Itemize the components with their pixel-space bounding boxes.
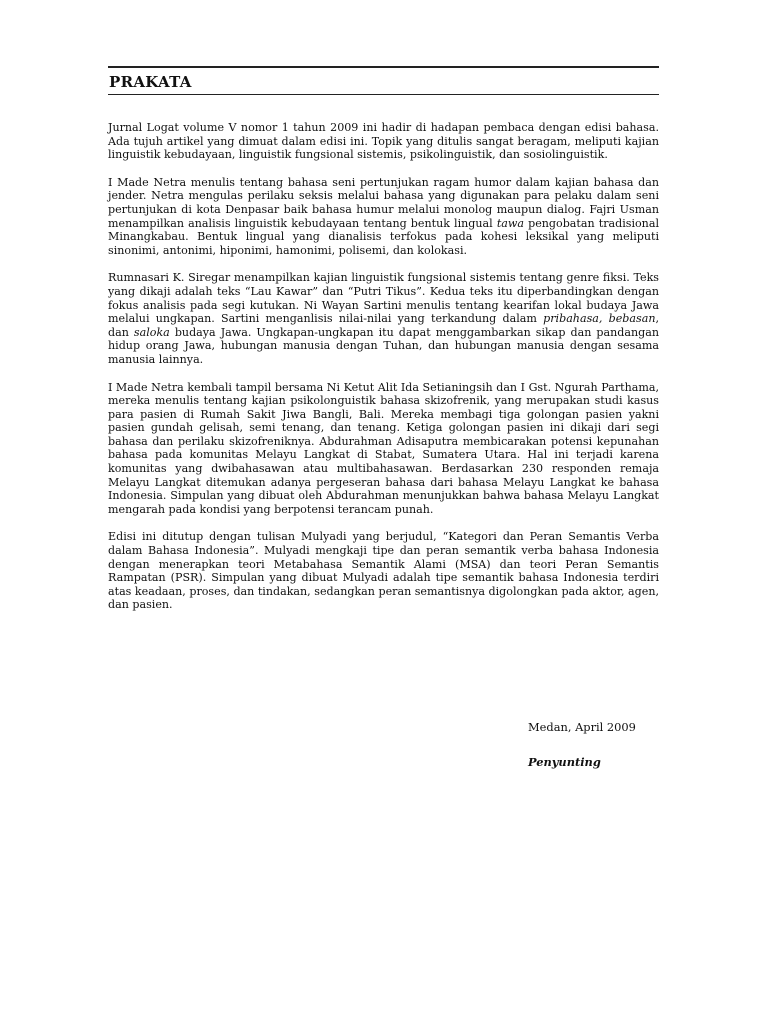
- document-body: [108, 121, 659, 612]
- paragraph-text: budaya Jawa. Ungkapan-ungkapan itu dapat menggambarkan sikap dan pandangan hidup orang Jawa, hubungan manusia dengan Tuhan, dan hubungan manusia dengan sesama manusia lainnya.: [108, 325, 659, 366]
- paragraph-text: pengobatan tradisional Minangkabau. Bentuk lingual yang dianalisis terfokus pada kohesi leksikal yang meliputi sinonimi, antonimi, hiponimi, hamonimi, polisemi, dan kolokasi.: [108, 216, 659, 257]
- paragraph-netra-usman: [108, 176, 659, 258]
- paragraph-intro: Jurnal Logat volume V nomor 1 tahun 2009 ini hadir di hadapan pembaca dengan edisi bahasa. Ada tujuh artikel yang dimuat dalam edisi ini. Topik yang ditulis sangat beragam, meliputi kajian linguistik kebudayaan, linguistik fungsional sistemis, psikolinguistik, dan sosiolinguistik.: [108, 121, 659, 162]
- heading-rule-box: [108, 66, 659, 95]
- paragraph-text: , dan: [108, 312, 659, 339]
- page-title: PRAKATA: [109, 73, 192, 91]
- document-page: [108, 66, 659, 612]
- paragraph-mulyadi: Edisi ini ditutup dengan tulisan Mulyadi yang berjudul, “Kategori dan Peran Semantis Verba dalam Bahasa Indonesia”. Mulyadi mengkaji tipe dan peran semantik verba bahasa Indonesia dengan menerapkan teori Metabahasa Semantik Alami (MSA) dan teori Peran Semantis Rampatan (PSR). Simpulan yang dibuat Mulyadi adalah tipe semantik bahasa Indonesia terdiri atas keadaan, proses, dan tindakan, sedangkan peran semantisnya digolongkan pada aktor, agen, dan pasien.: [108, 530, 659, 612]
- italic-term: saloka: [133, 325, 170, 339]
- italic-term: tawa: [496, 216, 524, 230]
- paragraph-text: Rumnasari K. Siregar menampilkan kajian linguistik fungsional sistemis tentang genre fiksi. Teks yang dikaji adalah teks “Lau Kawar” dan “Putri Tikus”. Kedua teks itu diperbandingkan dengan fokus analisis pada segi kutukan. Ni Wayan Sartini menulis tentang kearifan lokal budaya Jawa melalui ungkapan. Sartini menganlisis nilai-nilai yang terkandung dalam: [108, 271, 659, 326]
- paragraph-siregar-sartini: [108, 271, 659, 366]
- signoff-block: [528, 720, 636, 769]
- paragraph-text: I Made Netra menulis tentang bahasa seni pertunjukan ragam humor dalam kajian bahasa dan jender. Netra mengulas perilaku seksis melalui bahasa yang digunakan para pelaku dalam seni pertunjukan di kota Denpasar baik bahasa humur melalui monolog maupun dialog. Fajri Usman menampilkan analisis linguistik kebudayaan tentang bentuk lingual: [108, 175, 659, 230]
- place-date: Medan, April 2009: [528, 720, 636, 734]
- editor-signature: Penyunting: [528, 755, 601, 769]
- paragraph-netra-adisaputra: I Made Netra kembali tampil bersama Ni Ketut Alit Ida Setianingsih dan I Gst. Ngurah Parthama, mereka menulis tentang kajian psikolonguistik bahasa skizofrenik, yang merupakan studi kasus para pasien di Rumah Sakit Jiwa Bangli, Bali. Mereka membagi tiga golongan pasien yakni pasien gundah gelisah, semi tenang, dan tenang. Ketiga golongan pasien ini dikaji dari segi bahasa dan perilaku skizofreniknya. Abdurahman Adisaputra membicarakan potensi kepunahan bahasa pada komunitas Melayu Langkat di Stabat, Sumatera Utara. Hal ini terjadi karena komunitas yang dwibahasawan atau multibahasawan. Berdasarkan 230 responden remaja Melayu Langkat ditemukan adanya pergeseran bahasa dari bahasa Melayu Langkat ke bahasa Indonesia. Simpulan yang dibuat oleh Abdurahman menunjukkan bahwa bahasa Melayu Langkat mengarah pada kondisi yang berpotensi terancam punah.: [108, 380, 659, 516]
- italic-term: pribahasa, bebasan: [543, 312, 656, 326]
